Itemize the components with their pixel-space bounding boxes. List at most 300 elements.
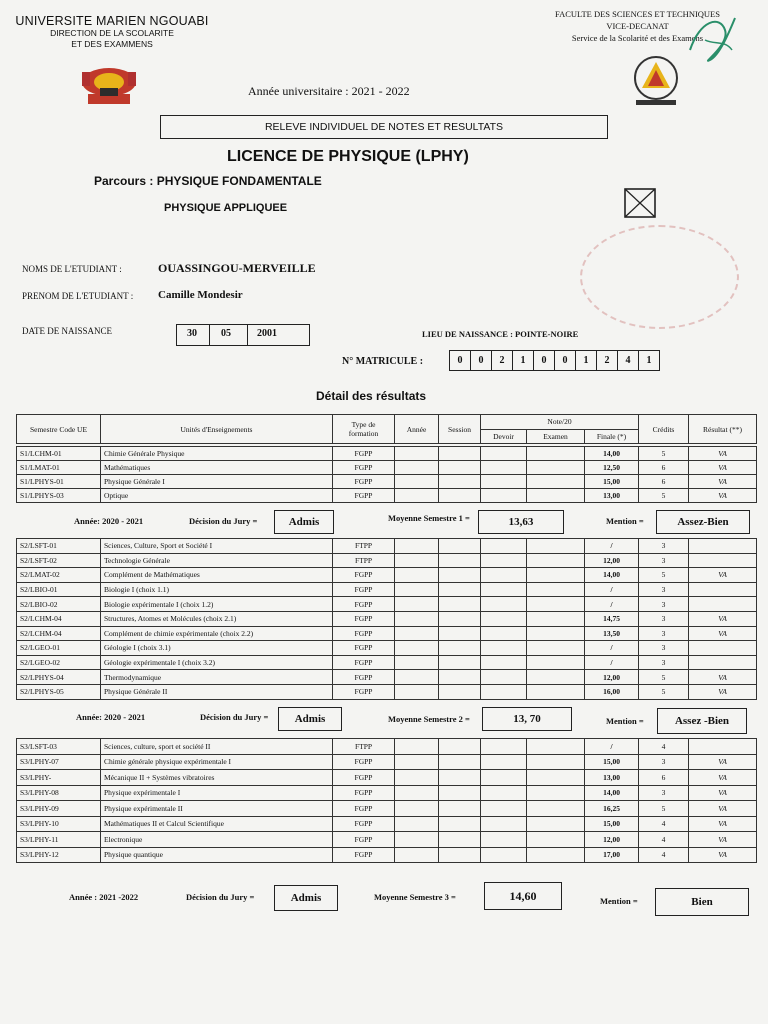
- session-cell: [439, 597, 481, 612]
- annee-cell: [395, 641, 439, 656]
- annee-cell: [395, 770, 439, 786]
- result: VA: [689, 475, 757, 489]
- ue-code: S3/LPHY-11: [17, 832, 101, 848]
- devoir-cell: [481, 770, 527, 786]
- table-row: [17, 626, 757, 641]
- credits: 6: [639, 770, 689, 786]
- summary2-annee: Année: 2020 - 2021: [76, 712, 146, 722]
- formation-type: FGPP: [333, 489, 395, 503]
- session-cell: [439, 461, 481, 475]
- summary3-mention-label: Mention =: [600, 896, 638, 906]
- devoir-cell: [481, 801, 527, 817]
- session-cell: [439, 568, 481, 583]
- prenom-label: PRENOM DE L'ETUDIANT :: [22, 291, 134, 301]
- credits: 3: [639, 582, 689, 597]
- formation-type: FGPP: [333, 447, 395, 461]
- formation-type: FGPP: [333, 770, 395, 786]
- examen-cell: [527, 626, 585, 641]
- result: [689, 539, 757, 554]
- ue-name: Physique Générale I: [101, 475, 333, 489]
- ue-name: Géologie expérimentale I (choix 3.2): [101, 655, 333, 670]
- ue-code: S3/LPHY-07: [17, 754, 101, 770]
- faculty-logo-icon: [628, 54, 684, 108]
- ue-name: Sciences, Culture, Sport et Société I: [101, 539, 333, 554]
- finale-grade: /: [585, 539, 639, 554]
- ue-code: S3/LPHY-: [17, 770, 101, 786]
- finale-grade: 12,00: [585, 553, 639, 568]
- ue-name: Chimie générale physique expérimentale I: [101, 754, 333, 770]
- ue-code: S1/LPHYS-03: [17, 489, 101, 503]
- devoir-cell: [481, 670, 527, 685]
- formation-type: FGPP: [333, 832, 395, 848]
- university-logo-icon: [78, 62, 140, 110]
- ue-code: S1/LCHM-01: [17, 447, 101, 461]
- semester-2-table: [16, 538, 757, 700]
- university-header: [14, 14, 210, 50]
- examen-cell: [527, 670, 585, 685]
- result: VA: [689, 461, 757, 475]
- credits: 6: [639, 461, 689, 475]
- result: VA: [689, 816, 757, 832]
- ue-name: Thermodynamique: [101, 670, 333, 685]
- session-cell: [439, 626, 481, 641]
- finale-grade: 14,00: [585, 568, 639, 583]
- ue-name: Complément de Mathématiques: [101, 568, 333, 583]
- summary1-mention: Assez-Bien: [656, 510, 750, 534]
- student-prenom: Camille Mondesir: [158, 289, 243, 301]
- summary2-decision: Admis: [278, 707, 342, 731]
- finale-grade: 17,00: [585, 847, 639, 863]
- summary2-decision-label: Décision du Jury =: [200, 712, 269, 722]
- vice-decanat: VICE-DECANAT: [606, 21, 669, 31]
- summary1-moyenne: 13,63: [478, 510, 564, 534]
- result: [689, 641, 757, 656]
- formation-type: FGPP: [333, 847, 395, 863]
- finale-grade: 12,00: [585, 670, 639, 685]
- annee-cell: [395, 553, 439, 568]
- dob-month: 05: [221, 328, 231, 339]
- session-cell: [439, 611, 481, 626]
- ue-name: Biologie I (choix 1.1): [101, 582, 333, 597]
- table-row: [17, 670, 757, 685]
- dob-box: [176, 324, 310, 346]
- summary3-annee: Année : 2021 -2022: [69, 892, 139, 902]
- credits: 4: [639, 847, 689, 863]
- devoir-cell: [481, 847, 527, 863]
- formation-type: FTPP: [333, 553, 395, 568]
- formation-type: FGPP: [333, 461, 395, 475]
- table-row: [17, 475, 757, 489]
- annee-cell: [395, 816, 439, 832]
- examen-cell: [527, 754, 585, 770]
- matricule-digit: 0: [450, 351, 471, 371]
- annee-cell: [395, 539, 439, 554]
- ue-code: S2/LBIO-02: [17, 597, 101, 612]
- ue-name: Géologie I (choix 3.1): [101, 641, 333, 656]
- col-credits: Crédits: [639, 415, 689, 444]
- table-row: [17, 597, 757, 612]
- summary1-mention-label: Mention =: [606, 516, 644, 526]
- annee-cell: [395, 684, 439, 699]
- ue-code: S2/LCHM-04: [17, 611, 101, 626]
- annee-cell: [395, 670, 439, 685]
- devoir-cell: [481, 568, 527, 583]
- col-semestre: Semestre Code UE: [17, 415, 101, 444]
- examen-cell: [527, 770, 585, 786]
- annee-cell: [395, 489, 439, 503]
- service-line: Service de la Scolarité et des Examens: [571, 33, 704, 43]
- session-cell: [439, 475, 481, 489]
- table-row: [17, 847, 757, 863]
- col-examen: Examen: [527, 429, 585, 444]
- result: VA: [689, 801, 757, 817]
- ue-name: Mathématiques II et Calcul Scientifique: [101, 816, 333, 832]
- examen-cell: [527, 539, 585, 554]
- summary1-annee: Année: 2020 - 2021: [74, 516, 144, 526]
- direction-line-2: ET DES EXAMMENS: [71, 39, 153, 49]
- table-row: [17, 568, 757, 583]
- session-cell: [439, 754, 481, 770]
- ue-code: S3/LSFT-03: [17, 739, 101, 755]
- credits: 4: [639, 739, 689, 755]
- ue-code: S3/LPHY-09: [17, 801, 101, 817]
- finale-grade: 13,00: [585, 770, 639, 786]
- devoir-cell: [481, 447, 527, 461]
- ue-code: S2/LGEO-02: [17, 655, 101, 670]
- dob-day: 30: [187, 328, 197, 339]
- credits: 5: [639, 801, 689, 817]
- devoir-cell: [481, 655, 527, 670]
- examen-cell: [527, 447, 585, 461]
- credits: 4: [639, 816, 689, 832]
- annee-cell: [395, 461, 439, 475]
- ue-code: S2/LMAT-02: [17, 568, 101, 583]
- result: [689, 582, 757, 597]
- credits: 3: [639, 785, 689, 801]
- annee-cell: [395, 447, 439, 461]
- finale-grade: 15,00: [585, 754, 639, 770]
- table-row: [17, 816, 757, 832]
- credits: 3: [639, 553, 689, 568]
- table-row: [17, 447, 757, 461]
- ue-code: S2/LSFT-01: [17, 539, 101, 554]
- devoir-cell: [481, 626, 527, 641]
- ue-code: S1/LMAT-01: [17, 461, 101, 475]
- summary1-moyenne-label: Moyenne Semestre 1 =: [388, 513, 470, 523]
- result: [689, 597, 757, 612]
- ue-name: Chimie Générale Physique: [101, 447, 333, 461]
- direction-line-1: DIRECTION DE LA SCOLARITE: [50, 28, 174, 38]
- semester-3-table: [16, 738, 757, 863]
- matricule-digit: 1: [513, 351, 534, 371]
- ue-name: Physique expérimentale II: [101, 801, 333, 817]
- table-row: [17, 553, 757, 568]
- annee-cell: [395, 475, 439, 489]
- examen-cell: [527, 461, 585, 475]
- table-row: [17, 655, 757, 670]
- credits: 5: [639, 670, 689, 685]
- examen-cell: [527, 832, 585, 848]
- result: VA: [689, 832, 757, 848]
- session-cell: [439, 641, 481, 656]
- ue-code: S2/LGEO-01: [17, 641, 101, 656]
- annee-cell: [395, 568, 439, 583]
- dob-year: 2001: [257, 328, 277, 339]
- devoir-cell: [481, 582, 527, 597]
- examen-cell: [527, 553, 585, 568]
- session-cell: [439, 489, 481, 503]
- summary3-decision: Admis: [274, 885, 338, 911]
- annee-cell: [395, 611, 439, 626]
- examen-cell: [527, 785, 585, 801]
- ue-name: Physique Générale II: [101, 684, 333, 699]
- devoir-cell: [481, 489, 527, 503]
- ue-name: Biologie expérimentale I (choix 1.2): [101, 597, 333, 612]
- parcours-option: PHYSIQUE APPLIQUEE: [164, 202, 288, 214]
- devoir-cell: [481, 611, 527, 626]
- ue-name: Complément de chimie expérimentale (choix 2.2): [101, 626, 333, 641]
- ue-code: S1/LPHYS-01: [17, 475, 101, 489]
- official-stamp: [580, 225, 739, 329]
- col-resultat: Résultat (**): [689, 415, 757, 444]
- session-cell: [439, 770, 481, 786]
- credits: 3: [639, 611, 689, 626]
- finale-grade: 15,00: [585, 816, 639, 832]
- result: VA: [689, 754, 757, 770]
- detail-title: Détail des résultats: [316, 389, 427, 403]
- col-ue: Unités d'Enseignements: [101, 415, 333, 444]
- examen-cell: [527, 847, 585, 863]
- ue-code: S2/LSFT-02: [17, 553, 101, 568]
- annee-cell: [395, 801, 439, 817]
- session-cell: [439, 539, 481, 554]
- examen-cell: [527, 475, 585, 489]
- formation-type: FGPP: [333, 754, 395, 770]
- credits: 5: [639, 447, 689, 461]
- finale-grade: 12,00: [585, 832, 639, 848]
- devoir-cell: [481, 641, 527, 656]
- col-session: Session: [439, 415, 481, 444]
- examen-cell: [527, 611, 585, 626]
- examen-cell: [527, 582, 585, 597]
- annee-cell: [395, 785, 439, 801]
- summary-semester-2: [16, 706, 756, 734]
- parcours: Parcours : PHYSIQUE FONDAMENTALE: [94, 174, 322, 188]
- annee-cell: [395, 655, 439, 670]
- ue-name: Electronique: [101, 832, 333, 848]
- summary-semester-3: [16, 882, 756, 914]
- table-row: [17, 539, 757, 554]
- table-row: [17, 770, 757, 786]
- finale-grade: 14,75: [585, 611, 639, 626]
- ue-name: Physique expérimentale I: [101, 785, 333, 801]
- formation-type: FGPP: [333, 475, 395, 489]
- table-row: [17, 832, 757, 848]
- table-row: [17, 641, 757, 656]
- formation-type: FTPP: [333, 739, 395, 755]
- lieu-naissance: LIEU DE NAISSANCE : POINTE-NOIRE: [422, 329, 579, 339]
- finale-grade: /: [585, 597, 639, 612]
- ue-code: S2/LPHYS-04: [17, 670, 101, 685]
- result: VA: [689, 568, 757, 583]
- devoir-cell: [481, 461, 527, 475]
- credits: 3: [639, 754, 689, 770]
- formation-type: FGPP: [333, 582, 395, 597]
- table-row: [17, 801, 757, 817]
- examen-cell: [527, 568, 585, 583]
- finale-grade: 13,00: [585, 489, 639, 503]
- nom-label: NOMS DE L'ETUDIANT :: [22, 264, 122, 274]
- ue-code: S2/LPHYS-05: [17, 684, 101, 699]
- annee-cell: [395, 832, 439, 848]
- session-cell: [439, 816, 481, 832]
- examen-cell: [527, 655, 585, 670]
- credits: 3: [639, 539, 689, 554]
- devoir-cell: [481, 539, 527, 554]
- session-cell: [439, 847, 481, 863]
- title-box: RELEVE INDIVIDUEL DE NOTES ET RESULTATS: [160, 115, 608, 139]
- ue-name: Physique quantique: [101, 847, 333, 863]
- examen-cell: [527, 684, 585, 699]
- result: [689, 739, 757, 755]
- devoir-cell: [481, 739, 527, 755]
- ue-name: Sciences, culture, sport et société II: [101, 739, 333, 755]
- result: VA: [689, 489, 757, 503]
- annee-cell: [395, 582, 439, 597]
- annee-cell: [395, 626, 439, 641]
- matricule-table: [449, 350, 660, 371]
- credits: 6: [639, 475, 689, 489]
- summary2-moyenne: 13, 70: [482, 707, 572, 731]
- formation-type: FGPP: [333, 801, 395, 817]
- signature-icon: [680, 10, 740, 70]
- result: VA: [689, 847, 757, 863]
- summary3-moyenne-label: Moyenne Semestre 3 =: [374, 892, 456, 902]
- dob-label: DATE DE NAISSANCE: [22, 326, 112, 336]
- devoir-cell: [481, 684, 527, 699]
- result: VA: [689, 626, 757, 641]
- col-note: Note/20: [481, 415, 639, 430]
- ue-code: S3/LPHY-12: [17, 847, 101, 863]
- finale-grade: /: [585, 655, 639, 670]
- session-cell: [439, 785, 481, 801]
- ue-code: S3/LPHY-08: [17, 785, 101, 801]
- finale-grade: 16,00: [585, 684, 639, 699]
- summary3-moyenne: 14,60: [484, 882, 562, 910]
- student-nom: OUASSINGOU-MERVEILLE: [158, 261, 316, 275]
- formation-type: FGPP: [333, 670, 395, 685]
- result: [689, 655, 757, 670]
- session-cell: [439, 739, 481, 755]
- col-devoir: Devoir: [481, 429, 527, 444]
- session-cell: [439, 801, 481, 817]
- credits: 3: [639, 655, 689, 670]
- examen-cell: [527, 597, 585, 612]
- session-cell: [439, 582, 481, 597]
- summary-semester-1: [16, 510, 756, 536]
- ue-code: S2/LCHM-04: [17, 626, 101, 641]
- table-row: [17, 611, 757, 626]
- table-row: [17, 754, 757, 770]
- formation-type: FGPP: [333, 785, 395, 801]
- credits: 3: [639, 626, 689, 641]
- matricule-digit: 4: [618, 351, 639, 371]
- ue-name: Optique: [101, 489, 333, 503]
- summary1-decision: Admis: [274, 510, 334, 534]
- formation-type: FGPP: [333, 684, 395, 699]
- annee-cell: [395, 847, 439, 863]
- matricule-digit: 2: [597, 351, 618, 371]
- ue-name: Structures, Atomes et Molécules (choix 2.1): [101, 611, 333, 626]
- finale-grade: 16,25: [585, 801, 639, 817]
- session-cell: [439, 670, 481, 685]
- credits: 5: [639, 489, 689, 503]
- finale-grade: 14,00: [585, 785, 639, 801]
- checked-box-icon: [624, 188, 656, 218]
- devoir-cell: [481, 553, 527, 568]
- session-cell: [439, 684, 481, 699]
- ue-code: S2/LBIO-01: [17, 582, 101, 597]
- finale-grade: 15,00: [585, 475, 639, 489]
- license-title: LICENCE DE PHYSIQUE (LPHY): [227, 148, 469, 165]
- credits: 5: [639, 568, 689, 583]
- matricule-digit: 0: [534, 351, 555, 371]
- table-row: [17, 582, 757, 597]
- formation-type: FGPP: [333, 611, 395, 626]
- table-row: [17, 684, 757, 699]
- ue-code: S3/LPHY-10: [17, 816, 101, 832]
- credits: 5: [639, 684, 689, 699]
- result: VA: [689, 785, 757, 801]
- matricule-digit: 1: [576, 351, 597, 371]
- summary2-moyenne-label: Moyenne Semestre 2 =: [388, 714, 470, 724]
- finale-grade: 13,50: [585, 626, 639, 641]
- devoir-cell: [481, 832, 527, 848]
- ue-name: Mécanique II + Systèmes vibratoires: [101, 770, 333, 786]
- annee-cell: [395, 597, 439, 612]
- finale-grade: 14,00: [585, 447, 639, 461]
- devoir-cell: [481, 475, 527, 489]
- ue-name: Technologie Générale: [101, 553, 333, 568]
- finale-grade: 12,50: [585, 461, 639, 475]
- matricule-label: N° MATRICULE :: [342, 356, 424, 367]
- result: VA: [689, 684, 757, 699]
- session-cell: [439, 832, 481, 848]
- table-row: [17, 739, 757, 755]
- faculty-name: FACULTE DES SCIENCES ET TECHNIQUES: [555, 9, 720, 19]
- examen-cell: [527, 816, 585, 832]
- session-cell: [439, 447, 481, 461]
- table-row: [17, 489, 757, 503]
- academic-year: Année universitaire : 2021 - 2022: [248, 84, 410, 98]
- credits: 4: [639, 832, 689, 848]
- ue-name: Mathématiques: [101, 461, 333, 475]
- result: VA: [689, 770, 757, 786]
- formation-type: FGPP: [333, 626, 395, 641]
- devoir-cell: [481, 754, 527, 770]
- matricule-digit: 0: [555, 351, 576, 371]
- matricule-digit: 0: [471, 351, 492, 371]
- summary1-decision-label: Décision du Jury =: [189, 516, 258, 526]
- result: VA: [689, 447, 757, 461]
- results-header: [16, 414, 757, 444]
- finale-grade: /: [585, 739, 639, 755]
- formation-type: FGPP: [333, 597, 395, 612]
- formation-type: FGPP: [333, 816, 395, 832]
- col-type: Type de formation: [333, 415, 395, 444]
- result: VA: [689, 670, 757, 685]
- devoir-cell: [481, 597, 527, 612]
